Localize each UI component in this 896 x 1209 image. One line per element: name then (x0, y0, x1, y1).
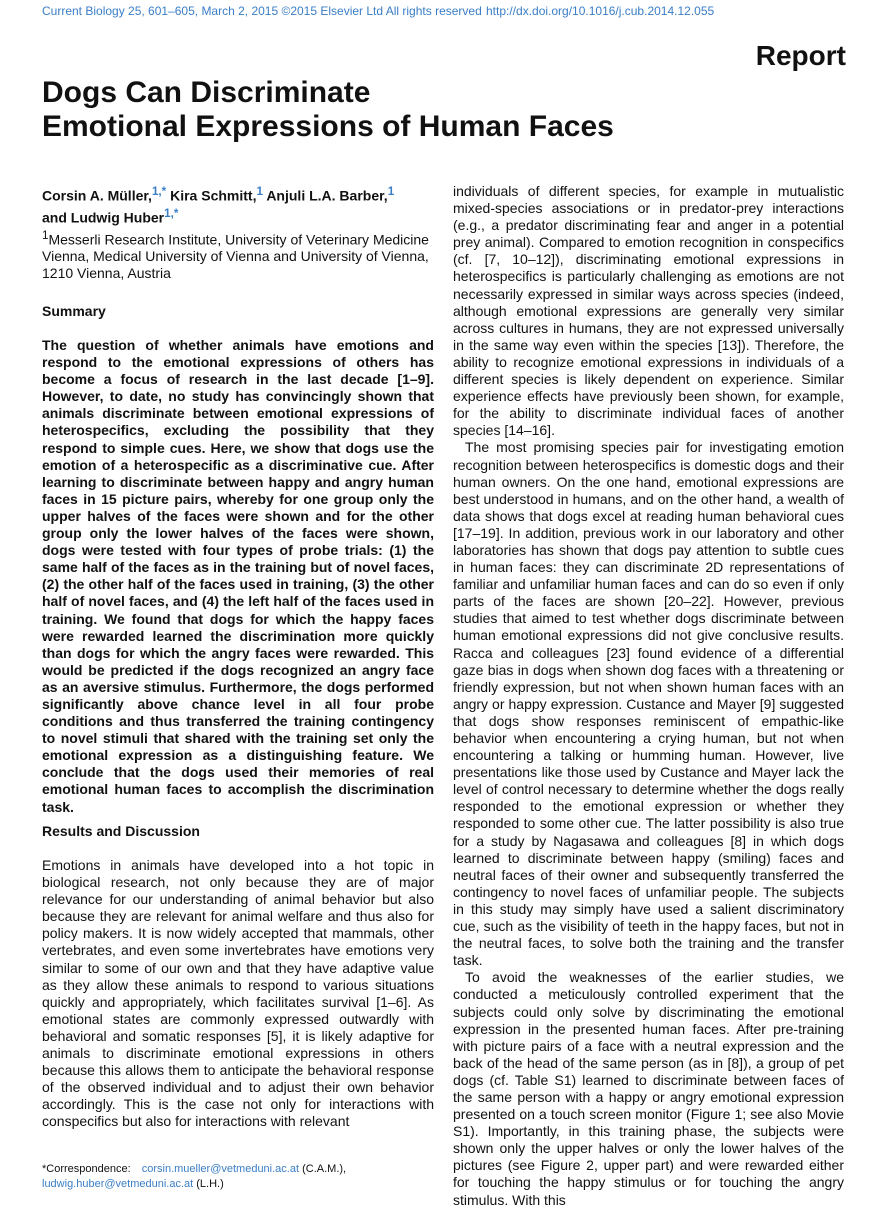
right-paragraph-2: The most promising species pair for investigating emotion recognition between heterospecifics is domestic dogs and their human owners. On the one hand, emotional expressions are best understood in humans, and on the other hand, a wealth of data shows that dogs excel at reading human behavioral cues [17–19]. In addition, previous work in our laboratory and other laboratories has shown that dogs pay attention to subtle cues in human faces: they can discriminate 2D representations of familiar and unfamiliar human faces and can do so even if only parts of the faces are shown [20–22]. However, previous studies that aimed to test whether dogs discriminate between human emotional expressions did not give conclusive results. Racca and colleagues [23] found evidence of a differential gaze bias in dogs when shown dog faces with a threatening or friendly expression, but not when shown human faces with an angry or happy expression. Custance and Mayer [9] suggested that dogs show responses reminiscent of empathic-like behavior when encountering a crying human, but not when encountering a talking or humming human. However, live presentations like those used by Custance and Mayer lack the level of control necessary to determine whether the dogs really responded to the emotional expression or whether they responded to some other cue. The latter possibility is also true for a study by Nagasawa and colleagues [8] in which dogs learned to discriminate between happy (smiling) faces and neutral faces of their owner and subsequently transferred the contingency to novel faces of unfamiliar people. The subjects in this study may simply have used a salient discriminatory cue, such as the visibility of teeth in the happy faces, but not in the neutral faces, to solve both the training and the transfer task. (453, 439, 844, 969)
author-3-affil[interactable]: 1 (387, 185, 395, 198)
article-type: Report (755, 40, 846, 71)
doi-link[interactable]: http://dx.doi.org/10.1016/j.cub.2014.12.055 (486, 4, 715, 18)
author-4: and Ludwig Huber (42, 209, 165, 226)
email-link-2[interactable]: ludwig.huber@vetmeduni.ac.at (42, 1178, 194, 1190)
correspondence-footnote (42, 1162, 434, 1192)
journal-citation: Current Biology 25, 601–605, March 2, 2015 ©2015 Elsevier Ltd All rights reserved (42, 4, 482, 18)
footnote-label: *Correspondence: (42, 1163, 131, 1175)
author-1: Corsin A. Müller, (42, 187, 152, 204)
right-column (453, 183, 844, 1209)
right-paragraph-3: To avoid the weaknesses of the earlier studies, we conducted a meticulously controlled experiment that the subjects could only solve by discriminating the emotional expression in the presented human faces. After pre-training with picture pairs of a face with a neutral expression and the back of the head of the same person (as in [8]), a group of pet dogs (cf. Table S1) learned to discriminate between faces of the same person with a happy or angry emotional expression presented on a touch screen monitor (Figure 1; see also Movie S1). Importantly, in this training phase, the subjects were shown only the upper halves or only the lower halves of the pictures (see Figure 2, upper part) and were rewarded either for touching the happy stimulus or for touching the angry stimulus. With this (453, 969, 844, 1208)
article-title (42, 76, 614, 144)
results-paragraph-1: Emotions in animals have developed into a hot topic in biological research, not only because they are of major relevance for our understanding of animal behavior but also because they are relevant for animal welfare and thus also for policy makers. It is now widely accepted that mammals, other vertebrates, and even some invertebrates have emotions very similar to some of our own and that they have adaptive value as they allow these animals to respond to various situations quickly and appropriately, which facilitates survival [1–6]. As emotional states are commonly expressed outwardly with behavioral and somatic responses [5], it is likely adaptive for animals to discriminate emotional expressions in others because this allows them to anticipate the behavioral response of the observed individual and to adjust their own behavior accordingly. This is the case not only for interactions with conspecifics but also for interactions with relevant (42, 857, 434, 1130)
affiliation-number: 1 (42, 228, 49, 242)
email-link-1[interactable]: corsin.mueller@vetmeduni.ac.at (141, 1163, 300, 1175)
author-4-affil[interactable]: 1,* (164, 206, 179, 220)
author-3: Anjuli L.A. Barber, (262, 187, 388, 204)
affiliation (42, 227, 434, 283)
title-line-1: Dogs Can Discriminate (42, 76, 371, 109)
footnote-who-1: (C.A.M.), (302, 1163, 347, 1175)
title-line-2: Emotional Expressions of Human Faces (42, 110, 614, 143)
summary-heading: Summary (42, 303, 106, 319)
author-1-affil[interactable]: 1,* (151, 185, 167, 198)
footnote-who-2: (L.H.) (196, 1178, 224, 1190)
right-paragraph-1: individuals of different species, for example in mutualistic mixed-species associations or in predator-prey interactions (e.g., a predator discriminating fear and anger in a potential prey animal). Compared to emotion recognition in conspecifics (cf. [7, 10–12]), discriminating emotional expressions in heterospecifics is particularly challenging as emotions are not necessarily expressed in similar ways across species (indeed, although emotional expressions are generally very similar across cultures in humans, they are not expressed universally in the same way even within the species [13]). Therefore, the ability to recognize emotional expressions in individuals of a different species is likely dependent on experience. Similar experience effects have previously been shown, for example, for the ability to discriminate individual faces of another species [14–16]. (453, 183, 844, 439)
author-2-affil[interactable]: 1 (256, 185, 263, 198)
summary-text: The question of whether animals have emotions and respond to the emotional expressions of others has become a focus of research in the last decade [1–9]. However, to date, no study has convincingly shown that animals discriminate between emotional expressions of heterospecifics, excluding the possibility that they respond to simple cues. Here, we show that dogs use the emotion of a heterospecific as a discriminative cue. After learning to discriminate between happy and angry human faces in 15 picture pairs, whereby for one group only the upper halves of the faces were shown and for the other group only the lower halves of the faces were shown, dogs were tested with four types of probe trials: (1) the same half of the faces as in the training but of novel faces, (2) the other half of the faces used in training, (3) the other half of novel faces, and (4) the left half of the faces used in training. We found that dogs for which the happy faces were rewarded learned the discrimination more quickly than dogs for which the angry faces were rewarded. This would be predicted if the dogs recognized an angry face as an aversive stimulus. Furthermore, the dogs performed significantly above chance level in all four probe conditions and thus transferred the training contingency to novel stimuli that shared with the training set only the emotional expression as a distinguishing feature. We conclude that the dogs used their memories of real emotional human faces to accomplish the discrimination task. (42, 337, 434, 815)
author-block (42, 183, 434, 282)
journal-header (42, 4, 854, 18)
results-heading: Results and Discussion (42, 823, 200, 839)
author-list (42, 183, 434, 227)
author-2: Kira Schmitt, (166, 187, 257, 204)
affiliation-text: Messerli Research Institute, University of Veterinary Medicine Vienna, Medical University of Vienna and University of Vienna, 1210 Vienna, Austria (42, 231, 429, 282)
